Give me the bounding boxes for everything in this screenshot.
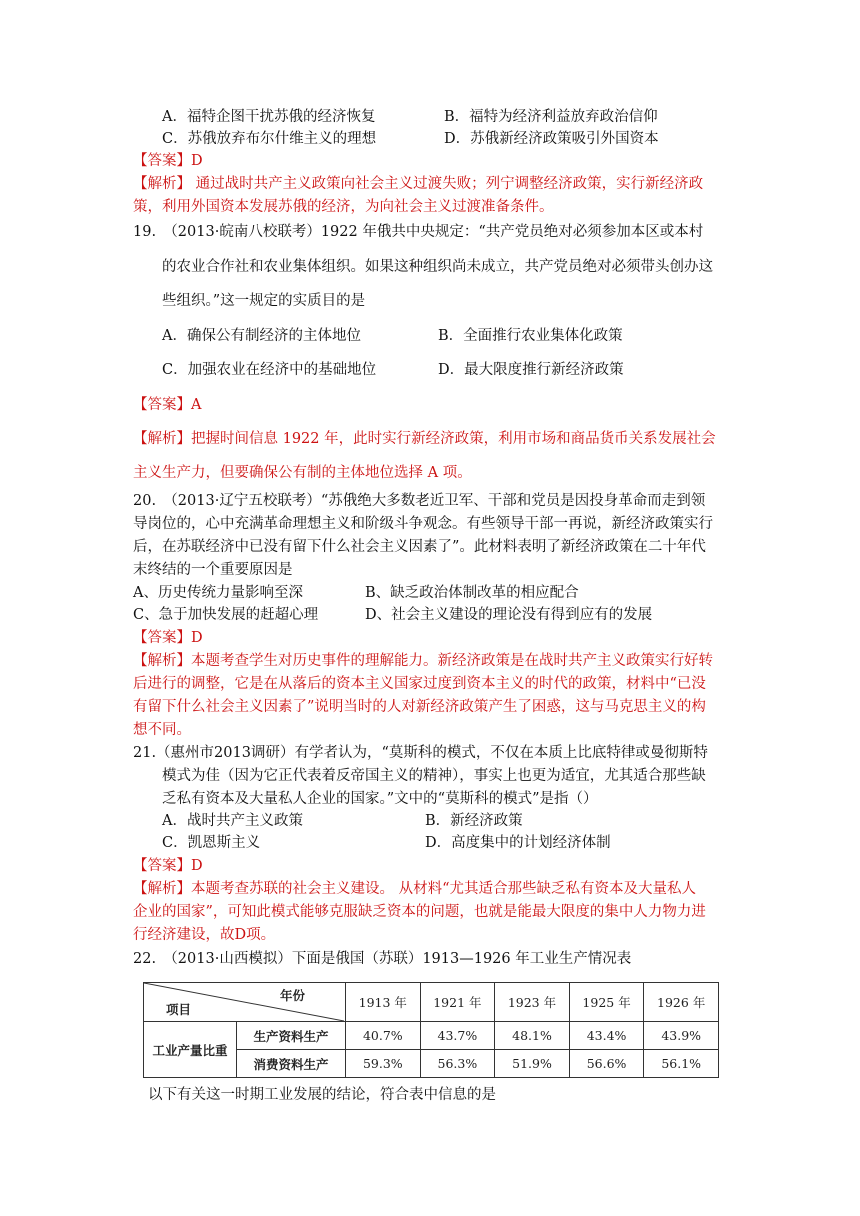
q21-analysis-line: 【解析】本题考查苏联的社会主义建设。 从材料“尤其适合那些缺乏私有资本及大量私人	[133, 881, 697, 897]
q19-analysis-line: 主义生产力，但要确保公有制的主体地位选择 A 项。	[133, 465, 472, 481]
table-cell: 48.1%	[495, 1022, 570, 1050]
table-cell: 43.4%	[569, 1022, 644, 1050]
q21-option-a: A．战时共产主义政策	[162, 813, 303, 829]
q20-stem-line: 末终结的一个重要原因是	[133, 562, 293, 578]
row-label: 消费资料生产	[237, 1050, 346, 1078]
q20-answer: 【答案】D	[133, 630, 203, 646]
table-cell: 56.6%	[569, 1050, 644, 1078]
year-header: 1925 年	[569, 983, 644, 1022]
year-header: 1913 年	[346, 983, 421, 1022]
q18-option-d: D．苏俄新经济政策吸引外国资本	[444, 131, 659, 147]
table-cell: 56.3%	[420, 1050, 495, 1078]
q20-analysis-line: 想不同。	[133, 722, 191, 738]
q20-stem-line: 导岗位的，心中充满革命理想主义和阶级斗争观念。有些领导干部一再说，新经济政策实行	[133, 516, 713, 532]
q20-analysis-line: 后进行的调整，它是在从落后的资本主义国家过度到资本主义的时代的政策，材料中“已没	[133, 676, 706, 692]
q21-analysis-line: 企业的国家”，可知此模式能够克服缺乏资本的问题，也就是能最大限度的集中人力物力进	[133, 904, 706, 920]
q19-stem-line: 19. （2013·皖南八校联考）1922 年俄共中央规定：“共产党员绝对必须参加本区或本村	[133, 224, 704, 240]
q18-option-c: C．苏俄放弃布尔什维主义的理想	[162, 131, 377, 147]
group-label: 工业产量比重	[144, 1022, 237, 1078]
q18-answer: 【答案】D	[133, 153, 203, 169]
q21-answer: 【答案】D	[133, 858, 203, 874]
q19-stem-line: 的农业合作社和农业集体组织。如果这种组织尚未成立，共产党员绝对必须带头创办这	[162, 259, 713, 275]
q21-option-c: C．凯恩斯主义	[162, 835, 261, 851]
q19-option-b: B．全面推行农业集体化政策	[438, 328, 623, 344]
row-label: 生产资料生产	[237, 1022, 346, 1050]
q21-stem-line: 模式为佳（因为它正代表着反帝国主义的精神），事实上也更为适宜，尤其适合那些缺	[162, 768, 706, 784]
q19-answer: 【答案】A	[133, 397, 202, 413]
q21-option-b: B．新经济政策	[425, 813, 523, 829]
q20-option-b: B、缺乏政治体制改革的相应配合	[365, 585, 579, 601]
table-cell: 59.3%	[346, 1050, 421, 1078]
q20-option-c: C、急于加快发展的赶超心理	[133, 607, 319, 623]
q20-stem-line: 20. （2013·辽宁五校联考）“苏俄绝大多数老近卫军、干部和党员是因投身革命而走到领	[133, 493, 706, 509]
q19-option-c: C．加强农业在经济中的基础地位	[162, 362, 377, 378]
q20-analysis-line: 【解析】本题考查学生对历史事件的理解能力。新经济政策是在战时共产主义政策实行好转	[133, 653, 713, 669]
table-cell: 56.1%	[644, 1050, 719, 1078]
table-cell: 40.7%	[346, 1022, 421, 1050]
year-header: 1923 年	[495, 983, 570, 1022]
q21-stem-line: 21.（惠州市2013调研）有学者认为，“莫斯科的模式，不仅在本质上比底特律或曼彻斯特	[133, 745, 708, 761]
table-corner-header	[144, 983, 346, 1022]
year-header: 1926 年	[644, 983, 719, 1022]
q20-analysis-line: 有留下什么社会主义因素了”说明当时的人对新经济政策产生了困惑，这与马克思主义的构	[133, 699, 706, 715]
table-cell: 51.9%	[495, 1050, 570, 1078]
q20-option-a: A、历史传统力量影响至深	[133, 585, 303, 601]
q20-option-d: D、社会主义建设的理论没有得到应有的发展	[365, 607, 653, 623]
q21-option-d: D．高度集中的计划经济体制	[425, 835, 611, 851]
q22-stem: 22. （2013·山西模拟）下面是俄国（苏联）1913—1926 年工业生产情况表	[133, 951, 632, 967]
production-table	[143, 982, 719, 1078]
year-header: 1921 年	[420, 983, 495, 1022]
q21-analysis-line: 行经济建设，故D项。	[133, 927, 276, 943]
q18-analysis-line: 策，利用外国资本发展苏俄的经济，为向社会主义过渡准备条件。	[133, 199, 554, 215]
table-cell: 43.9%	[644, 1022, 719, 1050]
q19-option-d: D．最大限度推行新经济政策	[438, 362, 624, 378]
corner-year-label: 年份	[279, 988, 305, 1003]
q20-stem-line: 后，在苏联经济中已没有留下什么社会主义因素了”。此材料表明了新经济政策在二十年代	[133, 539, 706, 555]
q18-option-b: B．福特为经济利益放弃政治信仰	[444, 109, 658, 125]
q18-option-a: A．福特企图干扰苏俄的经济恢复	[162, 109, 376, 125]
corner-item-label: 项目	[166, 1002, 192, 1017]
q18-analysis-line: 【解析】 通过战时共产主义政策向社会主义过渡失败；列宁调整经济政策，实行新经济政	[133, 176, 704, 192]
q21-stem-line: 乏私有资本及大量私人企业的国家。”文中的“莫斯科的模式”是指（）	[162, 791, 598, 807]
q19-option-a: A．确保公有制经济的主体地位	[162, 328, 361, 344]
q19-analysis-line: 【解析】把握时间信息 1922 年，此时实行新经济政策，利用市场和商品货币关系发展社会	[133, 431, 716, 447]
q22-followup: 以下有关这一时期工业发展的结论，符合表中信息的是	[148, 1087, 496, 1103]
table-cell: 43.7%	[420, 1022, 495, 1050]
q19-stem-line: 些组织。”这一规定的实质目的是	[162, 293, 366, 309]
